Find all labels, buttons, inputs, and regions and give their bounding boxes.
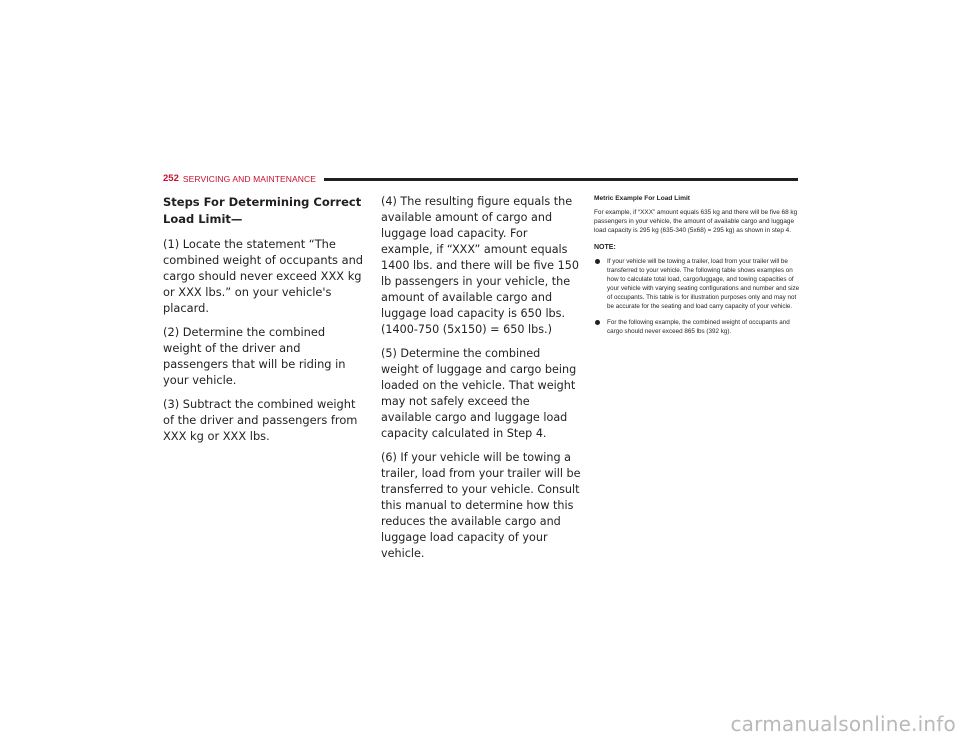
step-4-paragraph: (4) The resulting figure equals the available amount of cargo and luggage load capacity. For example, if “XXX” amount equals 1400 lbs. and there will be five 150 lb passengers in your vehicle, the amount of available cargo and luggage load capacity is 650 lbs. (1400-750 (5x150) = 650 lbs.) — [381, 195, 579, 336]
metric-example-heading: Metric Example For Load Limit — [594, 195, 690, 202]
note-bullet-text: If your vehicle will be towing a trailer, load from your trailer will be transferred to your vehicle. The following table shows examples on how to calculate total load, cargo/luggage, and towing capacities of your vehicle with varying seating configurations and number and size of occupants. This table is for illustration purposes only and may not be accurate for the seating and load carry capacity of your vehicle. — [607, 258, 800, 310]
section-title: SERVICING AND MAINTENANCE — [182, 174, 317, 184]
step-1-paragraph: (1) Locate the statement “The combined weight of occupants and cargo should never exceed XXX kg or XXX lbs.” on your vehicle's placard. — [163, 237, 364, 315]
step-3-paragraph: (3) Subtract the combined weight of the driver and passengers from XXX kg or XXX lbs. — [163, 397, 358, 443]
bullet-dot-icon — [595, 320, 600, 325]
note-label: NOTE: — [594, 244, 616, 251]
page-number: 252 — [163, 173, 179, 184]
steps-heading: Steps For Determining Correct Load Limit— — [163, 195, 362, 226]
watermark: carmanualsonline.info — [730, 712, 956, 736]
column-left — [163, 194, 365, 452]
bullet-dot-icon — [595, 259, 600, 264]
step-6-paragraph: (6) If your vehicle will be towing a trailer, load from your trailer will be transferred to your vehicle. Consult this manual to determine how this reduces the available cargo and luggage load capacity of your vehicle. — [381, 451, 581, 560]
note-bullet-item — [594, 318, 802, 336]
note-bullet-list — [594, 257, 802, 336]
metric-example-paragraph: For example, if “XXX” amount equals 635 kg and there will be five 68 kg passengers in your vehicle, the amount of available cargo and luggage load capacity is 295 kg (635-340 (5x68) = 295 kg) as shown in step 4. — [594, 209, 798, 234]
note-bullet-text: For the following example, the combined weight of occupants and cargo should never exceed 865 lbs (392 kg). — [607, 319, 790, 335]
note-bullet-item — [594, 257, 802, 311]
column-right — [594, 194, 802, 343]
step-2-paragraph: (2) Determine the combined weight of the driver and passengers that will be riding in your vehicle. — [163, 325, 346, 387]
header-rule — [324, 178, 798, 181]
page-header — [163, 172, 798, 186]
column-middle — [381, 194, 581, 570]
step-5-paragraph: (5) Determine the combined weight of luggage and cargo being loaded on the vehicle. That weight may not safely exceed the available cargo and luggage load capacity calculated in Step 4. — [381, 347, 577, 440]
